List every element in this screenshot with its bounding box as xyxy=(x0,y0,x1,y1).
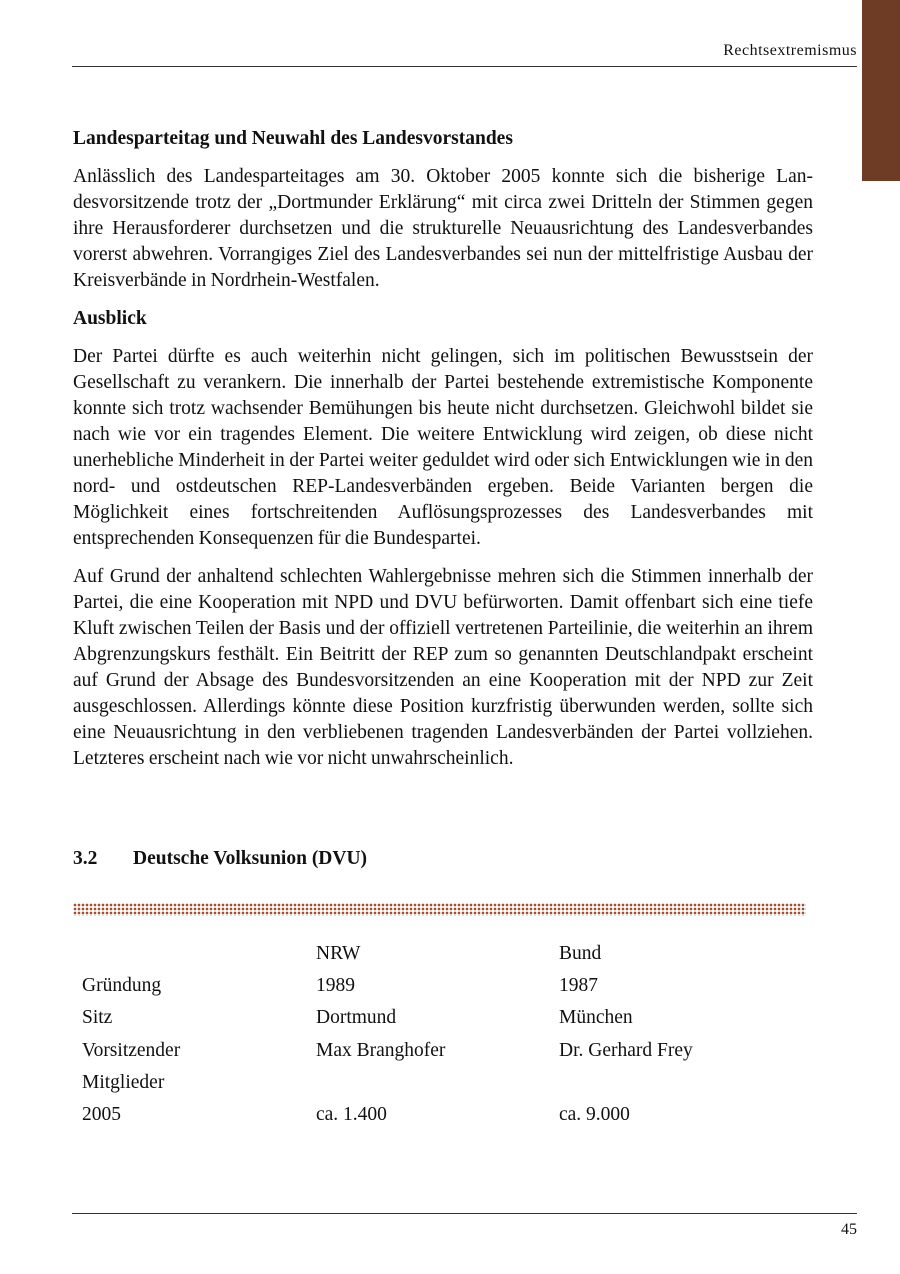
paragraph-ausblick-2: Auf Grund der anhaltend schlechten Wahlergebnisse mehren sich die Stimmen innerhalb der Partei, die eine Kooperation mit NPD und DVU befürworten. Damit offenbart sich eine tiefe Kluft zwischen Teilen der Basis und der offiziell vertretenen Parteilinie, die weiterhin an ihrem Abgrenzungskurs festhält. Ein Beitritt der REP zum so genannten Deutschlandpakt erscheint auf Grund der Absage des Bundesvorsitzenden an eine Kooperation mit der NPD zur Zeit ausgeschlossen. Allerdings könnte diese Position kurzfristig überwunden werden, sollte sich eine Neuausrichtung in den verbliebenen tragenden Landesverbänden der Partei vollziehen. Letzteres erscheint nach wie vor nicht unwahrscheinlich. xyxy=(73,566,813,769)
table-row xyxy=(82,1070,782,1102)
table-row xyxy=(82,1038,782,1070)
table-cell: Sitz xyxy=(82,1007,113,1029)
table-cell: Vorsitzender xyxy=(82,1039,181,1061)
section-number: 3.2 xyxy=(73,848,98,869)
paragraph-ausblick-1: Der Partei dürfte es auch weiterhin nicht gelingen, sich im politischen Bewusstsein der Gesellschaft zu verankern. Die innerhalb der Partei bestehende extremistische Komponente konnte sich trotz wachsender Bemühungen bis heute nicht durchsetzen. Gleichwohl bildet sie nach wie vor ein tragendes Element. Die weitere Entwicklung wird zeigen, ob diese nicht unerhebliche Minderheit in der Partei weiter geduldet wird oder sich Entwicklungen wie in den nord- und ostdeutschen REP-Landesverbänden ergeben. Beide Varianten bergen die Möglichkeit eines fortschreitenden Auflösungsprozesses des Landesverbandes mit entsprechenden Konsequenzen für die Bundespartei. xyxy=(73,346,813,549)
table-row xyxy=(82,973,782,1005)
footer-rule xyxy=(72,1213,857,1214)
table-cell: 1989 xyxy=(316,975,355,997)
section-heading-ausblick: Ausblick xyxy=(73,308,147,329)
facts-table xyxy=(82,941,782,1134)
table-cell: ca. 9.000 xyxy=(559,1103,630,1125)
section-title-text: Deutsche Volksunion (DVU) xyxy=(133,848,368,869)
table-cell: Max Branghofer xyxy=(316,1039,446,1061)
paragraph-landesparteitag: Anlässlich des Landesparteitages am 30. Oktober 2005 konnte sich die bisherige Landesvorsitzende trotz der „Dortmunder Erklärung“ mit circa zwei Dritteln der Stimmen gegen ihre Herausforderer durchsetzen und die strukturelle Neuausrichtung des Landesverbandes vorerst abwehren. Vorrangiges Ziel des Landesverbandes sei nun der mittelfristige Ausbau der Kreisverbände in Nordrhein-Westfalen. xyxy=(73,166,813,291)
page-number: 45 xyxy=(841,1221,857,1238)
running-head: Rechtsextremismus xyxy=(723,42,857,59)
table-row xyxy=(82,1102,782,1134)
table-cell: 2005 xyxy=(82,1103,121,1125)
table-cell: Gründung xyxy=(82,975,162,997)
section-title-dvu xyxy=(73,846,367,872)
table-cell: 1987 xyxy=(559,975,598,997)
table-header-row xyxy=(82,941,782,973)
table-row xyxy=(82,1005,782,1037)
section-heading-landesparteitag: Landesparteitag und Neuwahl des Landesvorstandes xyxy=(73,128,513,149)
table-header-cell: NRW xyxy=(316,943,361,964)
chapter-tab xyxy=(862,0,900,181)
table-cell: Mitglieder xyxy=(82,1071,165,1093)
table-cell: München xyxy=(559,1007,633,1029)
table-header-cell: Bund xyxy=(559,943,602,964)
table-cell: Dortmund xyxy=(316,1007,397,1029)
table-cell: ca. 1.400 xyxy=(316,1103,387,1125)
main-content xyxy=(73,126,813,772)
dotted-divider xyxy=(73,903,806,916)
header-rule xyxy=(72,66,857,67)
table-cell: Dr. Gerhard Frey xyxy=(559,1039,693,1061)
